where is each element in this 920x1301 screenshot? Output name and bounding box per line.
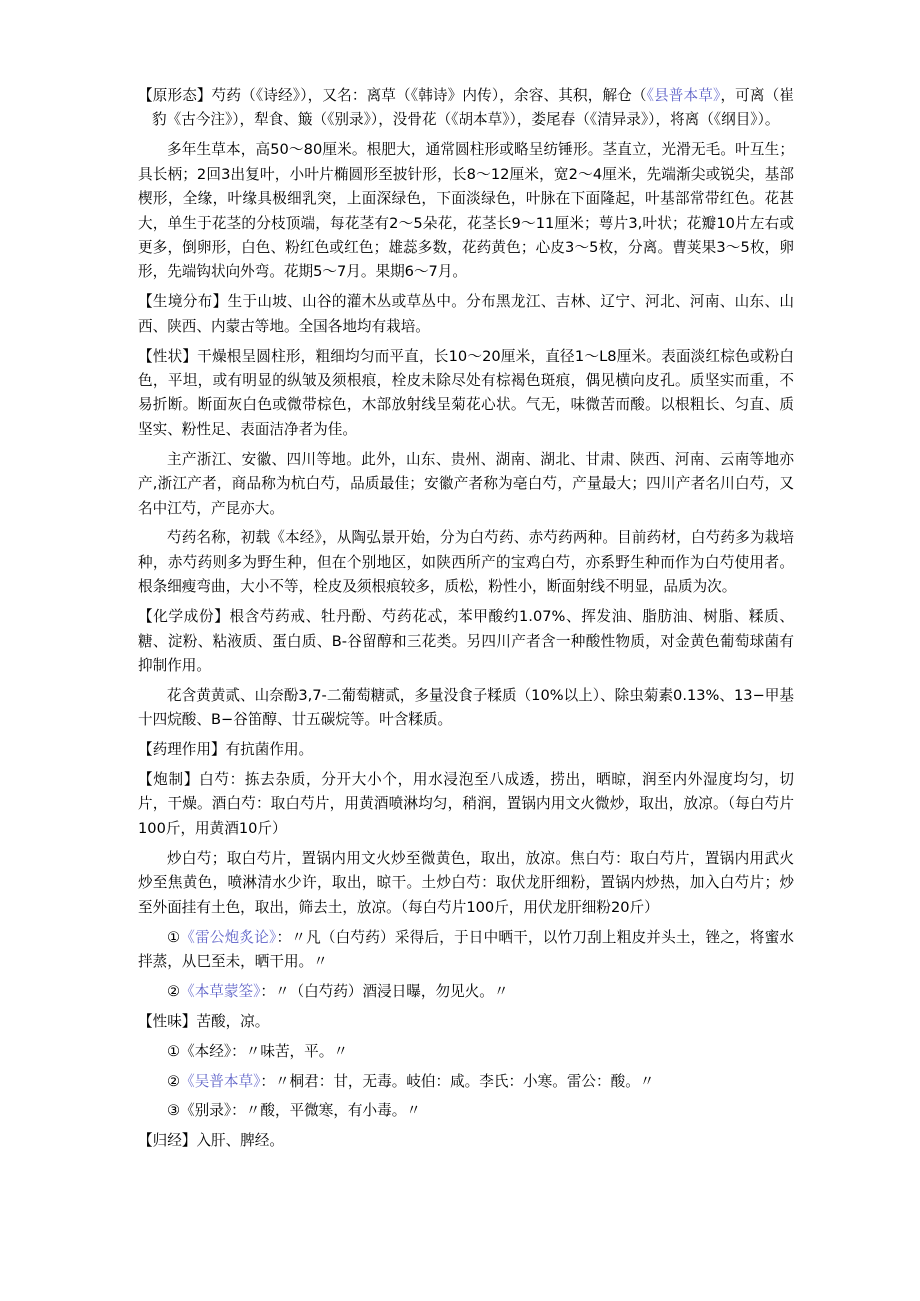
chemistry-flower-paragraph: 花含黄黄贰、山奈酚3,7-二葡萄糖贰，多量没食子糅质（10%以上）、除虫菊素0.13%、13−甲基十四烷酸、B−谷笛醇、廿五碳烷等。叶含糅质。 [138,686,794,729]
traits-paragraph: 【性状】干燥根呈圆柱形，粗细均匀而平直，长10〜20厘米，直径1〜L8厘米。表面淡红棕色或粉白色，平坦，或有明显的纵皱及须根痕，栓皮未除尽处有棕褐色斑痕，偶见横向皮孔。质坚实而重，不易折断。断面灰白色或微带棕色，木部放射线呈菊花心状。气无，味微苦而酸。以根粗长、匀直、质坚实、粉性足、表面洁净者为佳。 [138,347,794,438]
quote-text: ：〃桐君：甘，无毒。岐伯：咸。李氏：小寒。雷公：酸。〃 [260,1072,655,1090]
taste-paragraph: 【性味】苦酸，凉。 [138,1012,270,1030]
taste-quote-benjing: ①《本经》：〃味苦，平。〃 [167,1042,348,1060]
quote-text: ：〃凡（白芍药）采得后，于日中晒干，以竹刀刮上粗皮并头土，锉之，将蜜水拌蒸，从巳至未，晒干用。〃 [138,928,794,970]
pharmacology-paragraph: 【药理作用】有抗菌作用。 [138,741,314,759]
xianpu-bencao-link[interactable]: 《县普本草》 [646,87,721,104]
quote-marker: ② [167,1072,181,1090]
leigong-paozhi-link[interactable]: 《雷公炮炙论》 [180,928,277,946]
morphology-text-2: ，可离（崔豹《古今注》），犁食、簸（《别录》），没骨花（《胡本草》），娄尾春（《清异录》），将离（《纲目》）。 [152,87,794,129]
taste-quote-bielu: ③《别录》：〃酸，平微寒，有小毒。〃 [167,1102,421,1120]
names-paragraph: 芍药名称，初载《本经》，从陶弘景开始，分为白芍药、赤芍药两种。目前药材，白芍药多为栽培种，赤芍药则多为野生种，但在个别地区，如陕西所产的宝鸡白芍，亦系野生种而作为白芍使用者。根条细瘦弯曲，大小不等，栓皮及须根痕较多，质松，粉性小，断面射线不明显，品质为次。 [138,529,794,596]
morphology-paragraph [138,84,794,133]
quote-marker: ① [167,928,181,946]
habitat-paragraph: 【生境分布】生于山坡、山谷的灌木丛或草丛中。分布黑龙江、吉林、辽宁、河北、河南、山东、山西、陕西、内蒙古等地。全国各地均有栽培。 [138,293,794,335]
bencao-mengquan-link[interactable]: 《本草蒙筌》 [180,982,261,1000]
morphology-text-1: 【原形态】芍药（《诗经》），又名：离草（《韩诗》内传），余容、其积，解仓（ [138,87,647,104]
processing-paragraph-2: 炒白芍；取白芍片，置锅内用文火炒至微黄色，取出，放凉。焦白芍：取白芍片，置锅内用武火炒至焦黄色，喷淋清水少许，取出，晾干。土炒白芍：取伏龙肝细粉，置锅内炒热，加入白芍片；炒至外面挂有土色，取出，筛去土，放凉。（每白芍片100斤，用伏龙肝细粉20斤） [138,849,794,916]
origin-paragraph: 主产浙江、安徽、四川等地。此外，山东、贵州、湖南、湖北、甘肃、陕西、河南、云南等地亦产,浙江产者，商品称为杭白芍，品质最佳；安徽产者称为亳白芍，产量最大；四川产者名川白芍，又名中江芍，产昆亦大。 [138,450,794,517]
taste-quote-wupu [138,1070,794,1094]
wupu-bencao-link[interactable]: 《吴普本草》 [180,1072,261,1090]
quote-marker: ② [167,982,181,1000]
meridian-paragraph: 【归经】入肝、脾经。 [138,1132,284,1150]
quote-leigong [138,926,794,975]
processing-paragraph: 【炮制】白芍：拣去杂质，分开大小个，用水浸泡至八成透，捞出，晒晾，润至内外湿度均匀，切片，干燥。酒白芍：取白芍片，用黄酒喷淋均匀，稍润，置锅内用文火微炒，取出，放凉。（每白芍片100斤，用黄酒10斤） [138,771,794,837]
document-body [138,84,794,1159]
morphology-description: 多年生草本，高50〜80厘米。根肥大，通常圆柱形或略呈纺锤形。茎直立，光滑无毛。叶互生；具长柄；2回3出复叶，小叶片椭圆形至披针形，长8〜12厘米，宽2〜4厘米，先端渐尖或锐尖，基部楔形，全缘，叶缘具极细乳突，上面深绿色，下面淡绿色，叶脉在下面隆起，叶基部常带红色。花甚大，单生于花茎的分枝顶端，每花茎有2〜5朵花，花茎长9〜11厘米；萼片3,叶状；花瓣10片左右或更多，倒卵形，白色、粉红色或红色；雄蕊多数，花药黄色；心皮3〜5枚，分离。曹荚果3〜5枚，卵形，先端钩状向外弯。花期5〜7月。果期6〜7月。 [138,141,794,281]
quote-text: ：〃（白芍药）酒浸日曝，勿见火。〃 [260,982,509,1000]
chemistry-paragraph: 【化学成份】根含芍药戒、牡丹酚、芍药花忒，苯甲酸约1.07%、挥发油、脂肪油、树脂、糅质、糖、淀粉、粘液质、蛋白质、B-谷留醇和三花类。另四川产者含一种酸性物质，对金黄色葡萄球菌有抑制作用。 [138,608,794,674]
quote-bencao-mengquan [138,980,794,1004]
